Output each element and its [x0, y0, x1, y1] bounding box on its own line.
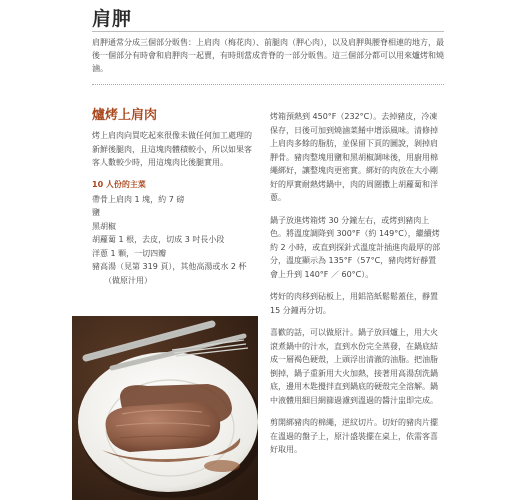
ingredient-item: 黑胡椒 [92, 221, 116, 231]
recipe-step: 烤好的肉移到砧板上，用鋁箔紙鬆鬆蓋住，靜置 15 分鐘再分切。 [270, 292, 438, 315]
recipe-left-column [92, 104, 252, 287]
recipe-step: 剪開綁豬肉的棉繩，逆紋切片。切好的豬肉片擺在溫過的盤子上，原汁盛裝擺在桌上，依需客喜好取用。 [270, 418, 438, 454]
dish-photo [72, 316, 258, 500]
ingredient-list [92, 193, 252, 288]
recipe-step: 喜歡的話，可以做原汁。鍋子放回爐上，用大火滾煮鍋中的汁水，直到水份完全蒸發，在鍋底結成一層褐色硬殼，上頭浮出清澈的油脂。把油脂倒掉，鍋子重新用大火加熱，接著用高湯刮洗鍋底，邊用木匙攪拌直到鍋底的硬殼完全溶解。鍋中液體用細目網篩過濾到溫過的醬汁盅即完成。 [270, 328, 438, 405]
recipe-step: 鍋子放進烤箱烤 30 分鐘左右，或烤到豬肉上色。將溫度調降到 300°F（約 149°C），繼續烤約 2 小時，或直到探針式溫度計插進肉最厚的部分，溫度顯示為 135°F（57°C，豬肉烤好靜置會上升到 140°F ／ 60°C）。 [270, 215, 441, 279]
recipe-step: 烤箱預熱到 450°F（232°C）。去掉豬皮，冷凍保存，日後可加到燒滷菜餚中增添風味。清修掉上肩肉多餘的脂肪，並保留下頁的圖說，剝掉肩胛骨。豬肉整塊用鹽和黑胡椒調味後，用廚用棉繩綁好，讓整塊肉更密實。綁好的肉放在大小剛好的厚實耐熱烤鍋中，肉的周圍撒上胡蘿蔔和洋蔥。 [270, 112, 438, 202]
ingredient-item: 帶骨上肩肉 1 塊，約 7 磅 [92, 194, 185, 204]
ingredient-item: 豬高湯（見第 319 頁），其他高湯或水 2 杯（做原汁用） [92, 262, 247, 285]
ingredient-item: 胡蘿蔔 1 根，去皮，切成 3 吋長小段 [92, 235, 225, 244]
recipe-steps [270, 110, 444, 466]
intro-paragraph: 肩胛通常分成三個部分販售：上肩肉（梅花肉）、前腿肉（胛心肉），以及肩胛與腰脊相連的地方，最後一個部分有時會和肩胛肉一起賣，有時則當成背脊的一部分販售。這三個部分都可以用來爐烤和燒滷。 [92, 38, 444, 73]
recipe-yield: 10 人份的主菜 [92, 179, 146, 189]
recipe-title: 爐烤上肩肉 [92, 108, 158, 123]
recipe-description: 烤上肩肉向買吃起來很像未做任何加工處理的新鮮後腿肉，且這塊肉體積較小，所以如果客客人數較少時，用這塊肉比後腿實用。 [92, 131, 252, 167]
section-divider [92, 84, 444, 85]
ingredient-item: 鹽 [92, 208, 100, 217]
ingredient-item: 洋蔥 1 顆，一切四瓣 [92, 248, 167, 258]
pork-plate-illustration [72, 316, 258, 500]
page-title: 肩胛 [92, 8, 133, 30]
title-divider [92, 31, 444, 32]
